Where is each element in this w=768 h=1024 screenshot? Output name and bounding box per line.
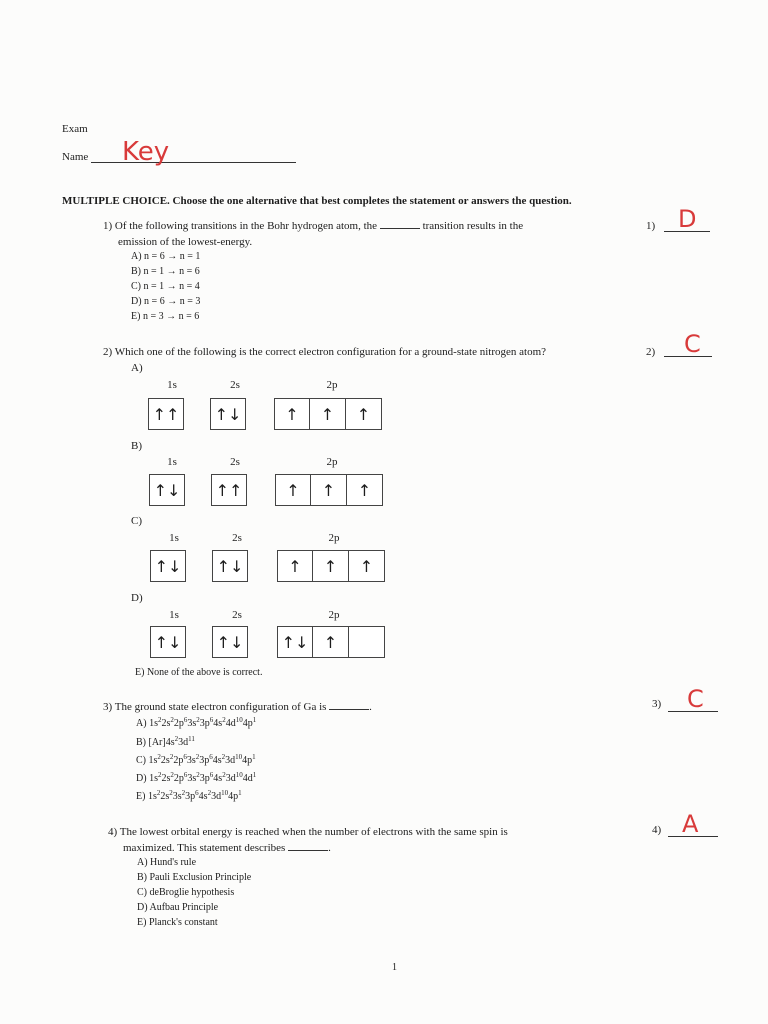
orbital-box: ↑↓ bbox=[210, 398, 246, 430]
q2-d-label-1s: 1s bbox=[169, 609, 179, 621]
config-orbital: 1s bbox=[147, 791, 157, 802]
q2-d-2p-boxes bbox=[277, 626, 385, 658]
q2-option-b-letter: B) bbox=[131, 440, 142, 452]
config-orbital: 3p bbox=[199, 773, 210, 784]
instructions-bold: MULTIPLE CHOICE. bbox=[62, 195, 170, 207]
config-orbital: 3s bbox=[172, 791, 182, 802]
orbital-box: ↑↓ bbox=[149, 474, 185, 506]
config-exponent: 2 bbox=[157, 771, 162, 779]
config-orbital: 2p bbox=[173, 718, 184, 729]
config-orbital: 3d bbox=[178, 737, 189, 748]
q4-option-e: E) Planck's constant bbox=[137, 917, 218, 928]
config-exponent: 2 bbox=[169, 789, 173, 797]
orbital-box: ↑ bbox=[313, 550, 349, 582]
q3-d-config bbox=[149, 773, 256, 784]
q2-c-2s-box bbox=[212, 550, 248, 582]
q4-stem-text: The lowest orbital energy is reached when the number of electrons with the same spin is bbox=[119, 826, 508, 838]
q1-stem-b: transition results in the bbox=[422, 220, 524, 232]
config-exponent: 6 bbox=[183, 753, 187, 761]
q3-c-config bbox=[149, 755, 256, 766]
orbital-box: ↑↑ bbox=[148, 398, 184, 430]
config-exponent: 2 bbox=[222, 716, 226, 724]
config-orbital: 4s bbox=[213, 773, 223, 784]
q4-option-d: D) Aufbau Principle bbox=[137, 902, 219, 913]
config-orbital: 2s bbox=[160, 755, 170, 766]
name-label: Name bbox=[62, 151, 89, 163]
q2-a-label-2p: 2p bbox=[326, 379, 338, 391]
q3-e-config bbox=[148, 791, 242, 802]
q1-option-b: B) n = 1 → n = 6 bbox=[131, 266, 200, 277]
q3-b-letter: B) bbox=[136, 737, 146, 748]
q2-d-1s-box bbox=[150, 626, 186, 658]
config-orbital: 4d bbox=[242, 773, 253, 784]
orbital-box: ↑ bbox=[311, 474, 347, 506]
q3-d-letter: D) bbox=[136, 773, 147, 784]
orbital-box: ↑ bbox=[275, 474, 311, 506]
config-exponent: 6 bbox=[209, 716, 214, 724]
q4-stem-line2: maximized. This statement describes . bbox=[123, 842, 331, 854]
q2-c-label-2s: 2s bbox=[232, 532, 242, 544]
config-exponent: 1 bbox=[252, 771, 257, 779]
q1-option-e: E) n = 3 → n = 6 bbox=[131, 311, 200, 322]
config-orbital: 3d bbox=[211, 791, 222, 802]
q3-answer-handwritten: C bbox=[687, 685, 704, 713]
name-handwritten-key: Key bbox=[122, 137, 170, 167]
config-orbital: 2p bbox=[173, 773, 184, 784]
q3-stem: 3) The ground state electron configuration of Ga is . bbox=[103, 701, 372, 713]
q3-option-d bbox=[136, 773, 256, 785]
q2-answer-handwritten: C bbox=[684, 330, 701, 358]
q3-answer-number: 3) bbox=[652, 698, 662, 710]
q2-stem bbox=[103, 345, 546, 359]
q2-b-2s-box bbox=[211, 474, 247, 506]
config-exponent: 6 bbox=[183, 716, 188, 724]
config-orbital: 4s bbox=[198, 791, 208, 802]
config-exponent: 2 bbox=[196, 771, 200, 779]
q4-blank bbox=[288, 841, 328, 851]
q2-a-1s-box bbox=[148, 398, 184, 430]
config-orbital: 4s bbox=[212, 755, 222, 766]
q2-option-c-letter: C) bbox=[131, 515, 142, 527]
config-exponent: 6 bbox=[209, 753, 213, 761]
q4-option-c: C) deBroglie hypothesis bbox=[137, 887, 235, 898]
config-exponent: 1 bbox=[238, 789, 242, 797]
q1-stem bbox=[103, 219, 523, 233]
config-orbital: 2p bbox=[173, 755, 184, 766]
page-number: 1 bbox=[392, 962, 397, 973]
q3-blank bbox=[329, 700, 369, 710]
q1-stem-line2: emission of the lowest-energy. bbox=[118, 236, 253, 248]
orbital-box: ↑ bbox=[349, 550, 385, 582]
config-exponent: 2 bbox=[157, 753, 161, 761]
q3-stem-text: The ground state electron configuration of Ga is bbox=[114, 701, 327, 713]
config-orbital: 1s bbox=[149, 718, 158, 729]
config-orbital: 3p bbox=[199, 755, 210, 766]
q2-option-d-letter: D) bbox=[131, 592, 143, 604]
config-orbital: 2s bbox=[161, 718, 171, 729]
config-orbital: 4p bbox=[242, 718, 253, 729]
q2-c-2p-boxes bbox=[277, 550, 385, 582]
config-exponent: 6 bbox=[209, 771, 214, 779]
config-exponent: 2 bbox=[157, 716, 162, 724]
q1-option-d: D) n = 6 → n = 3 bbox=[131, 296, 201, 307]
config-exponent: 2 bbox=[222, 771, 226, 779]
config-orbital: 3p bbox=[185, 791, 196, 802]
q3-option-a bbox=[136, 718, 256, 730]
q3-option-b bbox=[136, 737, 195, 749]
orbital-box: ↑ bbox=[313, 626, 349, 658]
q1-stem-a: Of the following transitions in the Bohr hydrogen atom, the bbox=[114, 220, 378, 232]
q2-c-label-1s: 1s bbox=[169, 532, 179, 544]
q2-b-label-2p: 2p bbox=[326, 456, 338, 468]
q2-d-label-2s: 2s bbox=[232, 609, 242, 621]
q2-b-2p-boxes bbox=[275, 474, 383, 506]
q2-d-2s-box bbox=[212, 626, 248, 658]
config-exponent: 2 bbox=[207, 789, 212, 797]
q1-answer-number: 1) bbox=[646, 220, 656, 232]
config-exponent: 11 bbox=[188, 735, 195, 743]
q3-option-c bbox=[136, 755, 256, 767]
config-orbital: 3d bbox=[225, 773, 236, 784]
config-exponent: 1 bbox=[252, 716, 257, 724]
orbital-box: ↑↓ bbox=[212, 626, 248, 658]
q3-a-config bbox=[149, 718, 256, 729]
q2-number: 2) bbox=[103, 346, 113, 358]
exam-label: Exam bbox=[62, 123, 88, 135]
config-exponent: 10 bbox=[221, 789, 229, 797]
orbital-box: ↑ bbox=[346, 398, 382, 430]
q2-stem-text: Which one of the following is the correct electron configuration for a ground-state nitrogen atom? bbox=[114, 346, 547, 358]
q2-option-e: E) None of the above is correct. bbox=[135, 667, 263, 678]
instructions-text: Choose the one alternative that best completes the statement or answers the question. bbox=[172, 195, 572, 207]
config-orbital: 3s bbox=[187, 718, 197, 729]
q3-e-letter: E) bbox=[136, 791, 146, 802]
config-orbital: 4p bbox=[242, 755, 253, 766]
config-exponent: 2 bbox=[169, 753, 174, 761]
config-exponent: 6 bbox=[183, 771, 188, 779]
config-exponent: 10 bbox=[235, 771, 243, 779]
orbital-box: ↑ bbox=[277, 550, 313, 582]
q3-option-e bbox=[136, 791, 242, 803]
orbital-box: ↑↓ bbox=[150, 626, 186, 658]
config-exponent: 2 bbox=[196, 716, 200, 724]
q1-blank bbox=[380, 219, 420, 229]
q2-b-label-1s: 1s bbox=[167, 456, 177, 468]
orbital-box bbox=[349, 626, 385, 658]
config-orbital: 3p bbox=[199, 718, 210, 729]
q2-option-a-letter: A) bbox=[131, 362, 143, 374]
q2-b-1s-box bbox=[149, 474, 185, 506]
orbital-box: ↑ bbox=[274, 398, 310, 430]
q4-number: 4) bbox=[108, 826, 118, 838]
orbital-box: ↑↓ bbox=[212, 550, 248, 582]
config-exponent: 2 bbox=[181, 789, 186, 797]
orbital-box: ↑↓ bbox=[277, 626, 313, 658]
q2-b-label-2s: 2s bbox=[230, 456, 240, 468]
config-orbital: 4p bbox=[228, 791, 239, 802]
q3-b-config bbox=[149, 737, 195, 748]
orbital-box: ↑↓ bbox=[150, 550, 186, 582]
config-orbital: 4d bbox=[225, 718, 236, 729]
config-exponent: 2 bbox=[195, 753, 200, 761]
config-exponent: 2 bbox=[174, 735, 179, 743]
config-orbital: 1s bbox=[149, 773, 158, 784]
config-orbital: 3d bbox=[225, 755, 236, 766]
q2-c-label-2p: 2p bbox=[328, 532, 340, 544]
q4-option-a: A) Hund's rule bbox=[137, 857, 197, 868]
instructions bbox=[62, 194, 572, 208]
config-orbital: 2s bbox=[160, 791, 170, 802]
config-exponent: 10 bbox=[235, 753, 243, 761]
q1-number: 1) bbox=[103, 220, 113, 232]
config-exponent: 6 bbox=[195, 789, 199, 797]
q2-d-label-2p: 2p bbox=[328, 609, 340, 621]
q2-a-2s-box bbox=[210, 398, 246, 430]
q4-answer-handwritten: A bbox=[682, 810, 699, 838]
q3-a-letter: A) bbox=[136, 718, 147, 729]
config-orbital: 3s bbox=[187, 773, 197, 784]
config-orbital: 2s bbox=[161, 773, 171, 784]
q4-stem-line1 bbox=[108, 825, 508, 839]
q3-c-letter: C) bbox=[136, 755, 146, 766]
orbital-box: ↑ bbox=[310, 398, 346, 430]
q1-answer-handwritten: D bbox=[678, 205, 697, 233]
q3-number: 3) bbox=[103, 701, 113, 713]
config-exponent: 2 bbox=[170, 771, 174, 779]
config-exponent: 1 bbox=[252, 753, 256, 761]
q1-option-a: A) n = 6 → n = 1 bbox=[131, 251, 201, 262]
config-orbital: [Ar]4s bbox=[148, 737, 175, 748]
q2-answer-number: 2) bbox=[646, 346, 656, 358]
config-exponent: 10 bbox=[235, 716, 243, 724]
config-exponent: 2 bbox=[156, 789, 161, 797]
q4-option-b: B) Pauli Exclusion Principle bbox=[137, 872, 252, 883]
config-orbital: 4s bbox=[213, 718, 223, 729]
orbital-box: ↑ bbox=[347, 474, 383, 506]
q2-c-1s-box bbox=[150, 550, 186, 582]
config-exponent: 2 bbox=[221, 753, 226, 761]
orbital-box: ↑↑ bbox=[211, 474, 247, 506]
q1-option-c: C) n = 1 → n = 4 bbox=[131, 281, 200, 292]
q4-answer-number: 4) bbox=[652, 824, 662, 836]
q2-a-label-1s: 1s bbox=[167, 379, 177, 391]
q2-a-label-2s: 2s bbox=[230, 379, 240, 391]
config-orbital: 1s bbox=[148, 755, 158, 766]
config-orbital: 3s bbox=[186, 755, 196, 766]
q2-a-2p-boxes bbox=[274, 398, 382, 430]
q4-stem-line2-text: maximized. This statement describes bbox=[123, 842, 286, 854]
config-exponent: 2 bbox=[170, 716, 174, 724]
